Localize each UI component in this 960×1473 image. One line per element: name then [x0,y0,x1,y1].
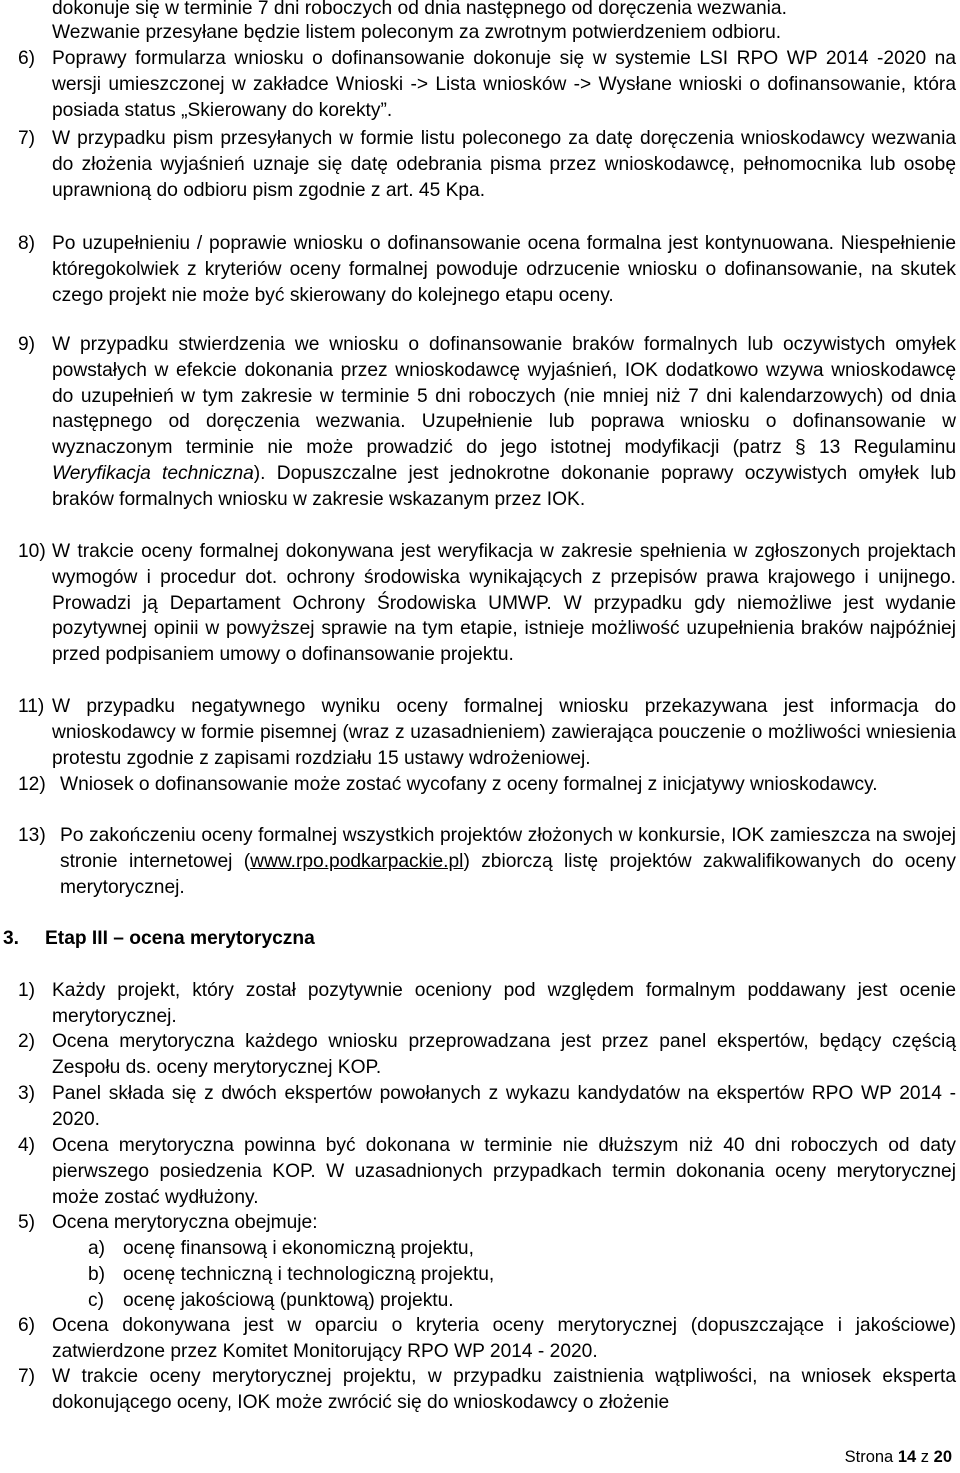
merit-item-3: Panel składa się z dwóch ekspertów powołanych z wykazu kandydatów na ekspertów RPO WP 2014 - 2020. [52,1083,956,1130]
sub-item-number: b) [88,1264,106,1285]
item-number: 1) [18,980,36,1001]
item-number: 5) [18,1212,36,1233]
item-number: 6) [18,1315,36,1336]
item-number: 4) [18,1135,36,1156]
list-item-13-text-b: ) zbiorczą listę projektów zakwalifikowanych do oceny merytorycznej. [60,850,956,898]
section-title: Etap III – ocena merytoryczna [45,928,315,949]
list-item-9-text-b: ). Dopuszczalne jest jednokrotne dokonanie poprawy oczywistych omyłek lub braków formalnych wniosku w zakresie wskazanym przez IOK. [52,462,956,510]
footer-label: Strona [844,1448,894,1466]
list-item-8: Po uzupełnieniu / poprawie wniosku o dofinansowanie ocena formalna jest kontynuowana. Niespełnienie któregokolwiek z kryteriów oceny formalnej powoduje odrzucenie wniosku o dofinansowanie, na skutek czego projekt nie może być skierowany do kolejnego etapu oceny. [52,233,956,306]
footer-of: z [920,1448,930,1466]
merit-item-5: Ocena merytoryczna obejmuje: [52,1212,318,1233]
sub-item-a: ocenę finansową i ekonomiczną projektu, [123,1238,474,1259]
merit-item-4: Ocena merytoryczna powinna być dokonana w terminie nie dłuższym niż 40 dni roboczych od daty pierwszego posiedzenia KOP. W uzasadnionych przypadkach termin dokonania oceny merytorycznej może zostać wydłużony. [52,1135,956,1208]
list-item-9-text-a: W przypadku stwierdzenia we wniosku o dofinansowanie braków formalnych lub oczywistych omyłek powstałych w efekcie dokonania przez wnioskodawcę wyjaśnień, IOK dodatkowo wzywa wnioskodawcę do uzupełnień w tym zakresie w terminie 5 dni roboczych (nie mniej niż 7 dni kalendarzowych) od dnia następnego od doręczenia wezwania. Uzupełnienie lub poprawa wniosku o dofinansowanie w wyznaczonym terminie nie może prowadzić do jego istotnej modyfikacji (patrz § 13 Regulaminu [52,334,956,459]
continued-text-line-2: Wezwanie przesyłane będzie listem poleconym za zwrotnym potwierdzeniem odbioru. [52,22,782,43]
section-heading [3,926,315,952]
section-number: 3. [3,928,20,949]
list-item-9 [52,332,956,513]
page-footer [845,1446,952,1468]
sub-item-b: ocenę techniczną i technologiczną projektu, [123,1264,495,1285]
list-item-11: W przypadku negatywnego wyniku oceny formalnej wniosku przekazywana jest informacja do wnioskodawcy w formie pisemnej (wraz z uzasadnieniem) zawierająca pouczenie o możliwości wniesienia protestu zgodnie z zapisami rozdziału 15 ustawy wdrożeniowej. [52,696,956,769]
item-number: 2) [18,1031,36,1052]
sub-item-c: ocenę jakościową (punktową) projektu. [123,1290,454,1311]
item-number: 9) [18,334,36,355]
item-number: 3) [18,1083,36,1104]
item-number: 13) [18,825,46,846]
item-number: 6) [18,48,36,69]
website-link[interactable]: www.rpo.podkarpackie.pl [250,850,464,872]
list-item-10: W trakcie oceny formalnej dokonywana jest weryfikacja w zakresie spełnienia w zgłoszonych projektach wymogów i procedur dot. ochrony środowiska wynikających z przepisów prawa krajowego i unijnego. Prowadzi ją Departament Ochrony Środowiska UMWP. W przypadku gdy niemożliwe jest wydanie pozytywnej opinii w powyższej sprawie na tym etapie, istnieje możliwość uzupełnienia braków najpóźniej przed podpisaniem umowy o dofinansowanie projektu. [52,541,956,666]
total-pages: 20 [933,1448,952,1466]
list-item-7: W przypadku pism przesyłanych w formie listu poleconego za datę doręczenia wnioskodawcy wezwania do złożenia wyjaśnień uznaje się datę odebrania pisma przez wnioskodawcę, pełnomocnika lub osobę uprawnioną do odbioru pism zgodnie z art. 45 Kpa. [52,128,956,201]
merit-item-6: Ocena dokonywana jest w oparciu o kryteria oceny merytorycznej (dopuszczające i jakościowe) zatwierdzone przez Komitet Monitorujący RPO WP 2014 - 2020. [52,1315,956,1362]
continued-text-line-1: dokonuje się w terminie 7 dni roboczych od dnia następnego od doręczenia wezwania. [52,0,787,19]
sub-item-number: c) [88,1290,104,1311]
current-page: 14 [897,1448,917,1466]
merit-item-1: Każdy projekt, który został pozytywnie oceniony pod względem formalnym poddawany jest ocenie merytorycznej. [52,980,956,1027]
item-number: 7) [18,1366,36,1387]
sub-item-number: a) [88,1238,106,1259]
item-number: 7) [18,128,36,149]
list-item-12: Wniosek o dofinansowanie może zostać wycofany z oceny formalnej z inicjatywy wnioskodawcy. [60,774,878,795]
list-item-13-text-a: Po zakończeniu oceny formalnej wszystkich projektów złożonych w konkursie, IOK zamieszcza na swojej stronie internetowej ( [60,825,956,872]
merit-item-2: Ocena merytoryczna każdego wniosku przeprowadzana jest przez panel ekspertów, będący częścią Zespołu ds. oceny merytorycznej KOP. [52,1031,956,1078]
merit-item-7: W trakcie oceny merytorycznej projektu, w przypadku zaistnienia wątpliwości, na wniosek eksperta dokonującego oceny, IOK może zwrócić się do wnioskodawcy o złożenie [52,1366,956,1413]
regulation-title: Weryfikacja techniczna [52,462,254,484]
list-item-13 [60,823,956,900]
item-number: 12) [18,774,46,795]
item-number: 10) [18,541,46,562]
item-number: 8) [18,233,36,254]
item-number: 11) [18,696,45,717]
list-item-6: Poprawy formularza wniosku o dofinansowanie dokonuje się w systemie LSI RPO WP 2014 -2020 na wersji umieszczonej w zakładce Wnioski -> Lista wniosków -> Wysłane wnioski o dofinansowanie, która posiada status „Skierowany do korekty”. [52,48,956,121]
